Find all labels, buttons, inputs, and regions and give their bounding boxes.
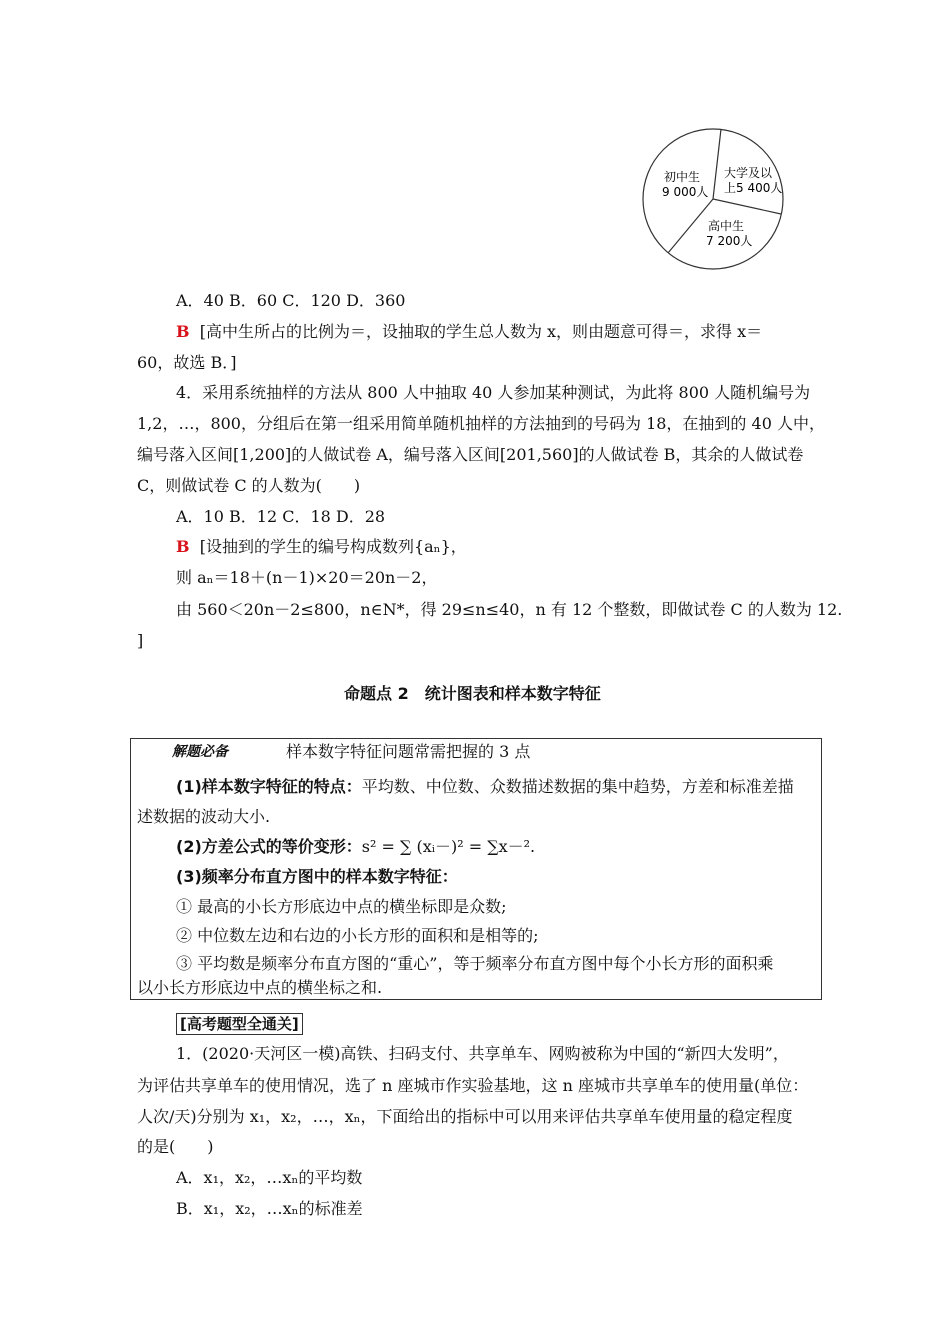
tips-heading: 样本数字特征问题常需把握的 3 点 <box>286 742 531 761</box>
q3-options: A．40 B．60 C．120 D．360 <box>176 291 406 310</box>
pie-chart <box>640 126 790 276</box>
q4-answer-line4: ] <box>137 631 144 650</box>
q1-line4: 的是( ) <box>137 1137 214 1156</box>
tips-point2-label: (2)方差公式的等价变形： <box>176 837 362 856</box>
q4-line2: 1,2，…，800，分组后在第一组采用简单随机抽样的方法抽到的号码为 18，在抽到的 40 人中， <box>137 414 825 433</box>
q3-answer-line2: 60，故选 B．] <box>137 353 237 372</box>
pie-label-college: 大学及以 <box>724 166 773 180</box>
q4-options: A．10 B．12 C．18 D．28 <box>176 507 386 526</box>
q1-line1: 1．(2020·天河区一模)高铁、扫码支付、共享单车、网购被称为中国的“新四大发明”， <box>176 1044 789 1063</box>
q4-line4: C，则做试卷 C 的人数为( ) <box>137 476 361 495</box>
q3-answer-line1 <box>176 321 762 343</box>
tips-item1: ① 最高的小长方形底边中点的横坐标即是众数; <box>176 897 507 916</box>
tips-point2 <box>176 836 535 858</box>
q4-answer-text: [设抽到的学生的编号构成数列{aₙ}， <box>199 537 467 556</box>
q4-answer-letter: B <box>176 537 190 556</box>
q4-answer-line3: 由 560＜20n－2≤800，n∈N*，得 29≤n≤40，n 有 12 个整数，即做试卷 C 的人数为 12. <box>176 600 843 619</box>
tips-item2: ② 中位数左边和右边的小长方形的面积和是相等的; <box>176 926 539 945</box>
tips-point3: (3)频率分布直方图中的样本数字特征： <box>176 867 458 886</box>
tips-logo: 解题必备 <box>172 744 228 760</box>
q1-option-a: A．x₁，x₂，…xₙ的平均数 <box>176 1168 363 1187</box>
tips-item3-cont: 以小长方形底边中点的横坐标之和. <box>137 978 383 997</box>
q4-answer-line1 <box>176 536 467 558</box>
q4-answer-line2: 则 aₙ＝18＋(n－1)×20＝20n－2， <box>176 568 438 587</box>
q3-answer-text: [高中生所占的比例为＝，设抽取的学生总人数为 x，则由题意可得＝，求得 x＝ <box>199 322 763 341</box>
pie-label-senior: 高中生 <box>708 219 745 233</box>
q1-option-b: B．x₁，x₂，…xₙ的标准差 <box>176 1199 363 1218</box>
tips-point1-label: (1)样本数字特征的特点： <box>176 777 362 796</box>
tips-point2-formula: s² = ∑ (xᵢ－)² = ∑x－². <box>361 837 536 856</box>
pie-value-college: 上5 400人 <box>724 181 783 195</box>
q4-line1: 4．采用系统抽样的方法从 800 人中抽取 40 人参加某种测试，为此将 800 人随机编号为 <box>176 383 811 402</box>
pie-label-junior: 初中生 <box>664 170 701 184</box>
tips-point1-cont: 述数据的波动大小. <box>137 807 271 826</box>
section-title: 命题点 2 统计图表和样本数字特征 <box>344 684 601 703</box>
q1-line3: 人次/天)分别为 x₁，x₂，…，xₙ，下面给出的指标中可以用来评估共享单车使用量的稳定程度 <box>137 1107 793 1126</box>
q1-line2: 为评估共享单车的使用情况，选了 n 座城市作实验基地，这 n 座城市共享单车的使用量(单位： <box>137 1076 809 1095</box>
exam-tag: [高考题型全通关] <box>176 1013 303 1035</box>
tips-point1-text: 平均数、中位数、众数描述数据的集中趋势，方差和标准差描 <box>361 777 794 796</box>
q3-answer-letter: B <box>176 322 190 341</box>
tips-point1 <box>176 776 794 798</box>
q4-line3: 编号落入区间[1,200]的人做试卷 A，编号落入区间[201,560]的人做试卷 B，其余的人做试卷 <box>137 445 804 464</box>
tips-item3: ③ 平均数是频率分布直方图的“重心”，等于频率分布直方图中每个小长方形的面积乘 <box>176 954 774 973</box>
pie-value-junior: 9 000人 <box>662 185 709 199</box>
pie-value-senior: 7 200人 <box>706 234 753 248</box>
